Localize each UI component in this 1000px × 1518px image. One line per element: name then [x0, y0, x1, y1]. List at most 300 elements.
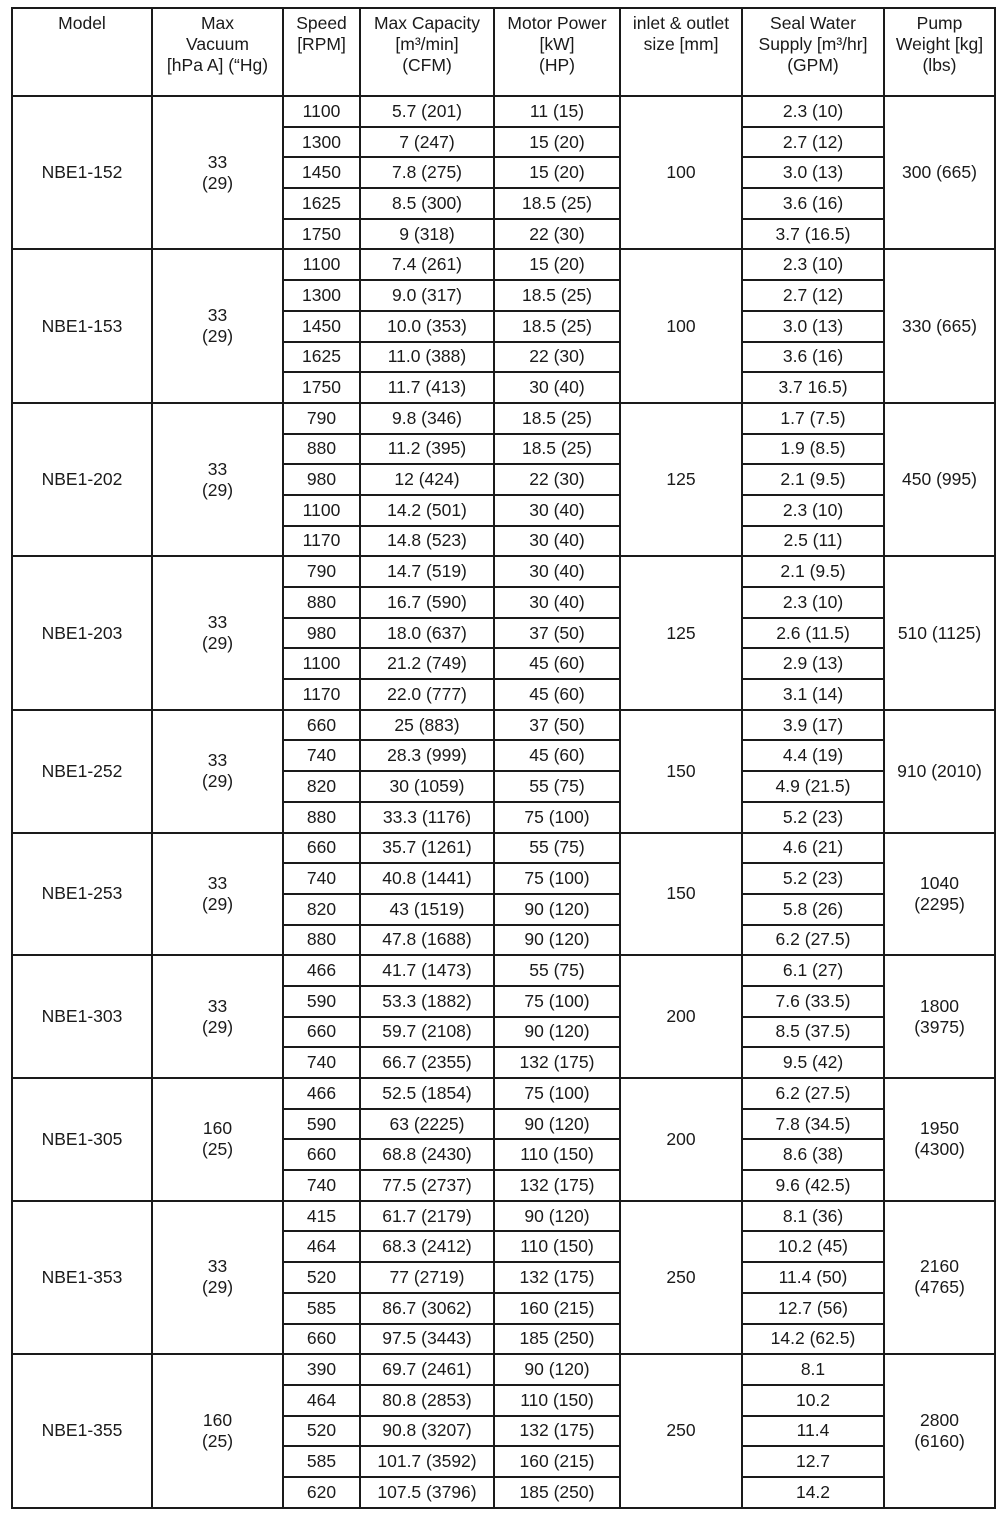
table-row: [12, 1078, 995, 1109]
seal-water-cell: 8.6 (38): [742, 1139, 884, 1170]
speed-cell: 880: [283, 925, 360, 956]
header-line: Speed: [296, 13, 347, 33]
table-row: [12, 249, 995, 280]
speed-cell: 790: [283, 403, 360, 434]
max-capacity-cell: 86.7 (3062): [360, 1293, 494, 1324]
max-capacity-cell: 90.8 (3207): [360, 1416, 494, 1447]
model-cell: NBE1-355: [12, 1354, 152, 1507]
header-line: [RPM]: [297, 34, 346, 54]
max-capacity-cell: 21.2 (749): [360, 648, 494, 679]
pump-weight-cell-line: 300 (665): [902, 162, 977, 183]
header-line: (HP): [539, 55, 575, 75]
header-line: inlet & outlet: [632, 13, 730, 33]
seal-water-cell: 4.6 (21): [742, 833, 884, 864]
max-capacity-cell: 10.0 (353): [360, 311, 494, 342]
speed-cell: 1300: [283, 280, 360, 311]
max-vacuum-cell: [152, 710, 283, 833]
model-cell: NBE1-203: [12, 556, 152, 709]
max-capacity-cell: 97.5 (3443): [360, 1324, 494, 1355]
max-vacuum-cell-line: (29): [201, 633, 234, 654]
motor-power-cell: 22 (30): [494, 342, 620, 373]
max-vacuum-cell: [152, 833, 283, 956]
max-capacity-cell: 69.7 (2461): [360, 1354, 494, 1385]
header-max-capacity: [360, 8, 494, 96]
pump-weight-cell-line: 910 (2010): [897, 760, 982, 781]
speed-cell: 660: [283, 1017, 360, 1048]
header-line: Vacuum: [186, 34, 249, 54]
speed-cell: 820: [283, 894, 360, 925]
speed-cell: 660: [283, 710, 360, 741]
inlet-outlet-size-cell: 150: [620, 833, 742, 956]
pump-weight-cell: [884, 403, 995, 556]
seal-water-cell: 9.5 (42): [742, 1047, 884, 1078]
speed-cell: 1625: [283, 188, 360, 219]
header-line: size [mm]: [643, 34, 719, 54]
model-cell: NBE1-305: [12, 1078, 152, 1201]
motor-power-cell: 132 (175): [494, 1262, 620, 1293]
header-line: Supply [m³/hr]: [758, 34, 868, 54]
max-capacity-cell: 11.2 (395): [360, 434, 494, 465]
speed-cell: 740: [283, 1047, 360, 1078]
seal-water-cell: 3.0 (13): [742, 157, 884, 188]
seal-water-cell: 8.5 (37.5): [742, 1017, 884, 1048]
seal-water-cell: 7.8 (34.5): [742, 1109, 884, 1140]
max-capacity-cell: 52.5 (1854): [360, 1078, 494, 1109]
header-model: [12, 8, 152, 96]
pump-weight-cell-line: 1040: [920, 872, 959, 893]
motor-power-cell: 45 (60): [494, 679, 620, 710]
motor-power-cell: 75 (100): [494, 863, 620, 894]
speed-cell: 466: [283, 955, 360, 986]
speed-cell: 980: [283, 464, 360, 495]
max-capacity-cell: 68.3 (2412): [360, 1231, 494, 1262]
table-row: [12, 955, 995, 986]
motor-power-cell: 185 (250): [494, 1477, 620, 1508]
speed-cell: 880: [283, 587, 360, 618]
motor-power-cell: 110 (150): [494, 1139, 620, 1170]
motor-power-cell: 110 (150): [494, 1385, 620, 1416]
seal-water-cell: 4.4 (19): [742, 740, 884, 771]
model-cell: NBE1-152: [12, 96, 152, 249]
motor-power-cell: 75 (100): [494, 986, 620, 1017]
speed-cell: 1750: [283, 219, 360, 250]
speed-cell: 1100: [283, 249, 360, 280]
pump-weight-cell: [884, 556, 995, 709]
speed-cell: 790: [283, 556, 360, 587]
max-vacuum-cell: [152, 955, 283, 1078]
max-vacuum-cell-line: (29): [201, 172, 234, 193]
speed-cell: 620: [283, 1477, 360, 1508]
speed-cell: 660: [283, 1139, 360, 1170]
pump-weight-cell-line: (4765): [914, 1277, 965, 1298]
motor-power-cell: 90 (120): [494, 894, 620, 925]
table-row: [12, 1201, 995, 1232]
motor-power-cell: 15 (20): [494, 157, 620, 188]
seal-water-cell: 8.1: [742, 1354, 884, 1385]
seal-water-cell: 6.2 (27.5): [742, 925, 884, 956]
max-vacuum-cell-line: 160: [202, 1409, 233, 1430]
max-capacity-cell: 18.0 (637): [360, 618, 494, 649]
max-vacuum-cell-line: (29): [201, 893, 234, 914]
max-capacity-cell: 5.7 (201): [360, 96, 494, 127]
seal-water-cell: 8.1 (36): [742, 1201, 884, 1232]
header-line: [m³/min]: [395, 34, 459, 54]
motor-power-cell: 30 (40): [494, 526, 620, 557]
max-capacity-cell: 22.0 (777): [360, 679, 494, 710]
seal-water-cell: 9.6 (42.5): [742, 1170, 884, 1201]
seal-water-cell: 2.5 (11): [742, 526, 884, 557]
motor-power-cell: 18.5 (25): [494, 434, 620, 465]
max-capacity-cell: 14.8 (523): [360, 526, 494, 557]
seal-water-cell: 10.2: [742, 1385, 884, 1416]
max-vacuum-cell-line: 160: [202, 1118, 233, 1139]
pump-weight-cell-line: 2800: [920, 1409, 959, 1430]
max-vacuum-cell: [152, 1078, 283, 1201]
pump-weight-cell-line: (2295): [914, 893, 965, 914]
max-vacuum-cell: [152, 556, 283, 709]
speed-cell: 1100: [283, 495, 360, 526]
max-capacity-cell: 12 (424): [360, 464, 494, 495]
table-row: [12, 403, 995, 434]
speed-cell: 585: [283, 1446, 360, 1477]
seal-water-cell: 3.7 16.5): [742, 372, 884, 403]
pump-weight-cell-line: 450 (995): [902, 469, 977, 490]
model-cell: NBE1-252: [12, 710, 152, 833]
seal-water-cell: 11.4: [742, 1416, 884, 1447]
max-vacuum-cell-line: 33: [207, 458, 228, 479]
motor-power-cell: 132 (175): [494, 1170, 620, 1201]
motor-power-cell: 11 (15): [494, 96, 620, 127]
max-vacuum-cell: [152, 403, 283, 556]
motor-power-cell: 18.5 (25): [494, 280, 620, 311]
speed-cell: 415: [283, 1201, 360, 1232]
motor-power-cell: 15 (20): [494, 127, 620, 158]
seal-water-cell: 2.1 (9.5): [742, 464, 884, 495]
seal-water-cell: 4.9 (21.5): [742, 771, 884, 802]
speed-cell: 1750: [283, 372, 360, 403]
seal-water-cell: 2.6 (11.5): [742, 618, 884, 649]
table-row: [12, 1354, 995, 1385]
seal-water-cell: 14.2: [742, 1477, 884, 1508]
header-line: Weight [kg]: [895, 34, 984, 54]
pump-weight-cell-line: (3975): [914, 1016, 965, 1037]
seal-water-cell: 6.2 (27.5): [742, 1078, 884, 1109]
speed-cell: 1100: [283, 648, 360, 679]
header-seal-water-supply: [742, 8, 884, 96]
table-body: [12, 96, 995, 1508]
seal-water-cell: 6.1 (27): [742, 955, 884, 986]
seal-water-cell: 5.2 (23): [742, 863, 884, 894]
pump-weight-cell-line: 330 (665): [902, 315, 977, 336]
table-row: [12, 833, 995, 864]
seal-water-cell: 12.7: [742, 1446, 884, 1477]
motor-power-cell: 90 (120): [494, 1017, 620, 1048]
speed-cell: 1625: [283, 342, 360, 373]
max-capacity-cell: 61.7 (2179): [360, 1201, 494, 1232]
motor-power-cell: 75 (100): [494, 802, 620, 833]
pump-weight-cell: [884, 833, 995, 956]
pump-weight-cell-line: 510 (1125): [897, 622, 982, 643]
seal-water-cell: 1.7 (7.5): [742, 403, 884, 434]
motor-power-cell: 160 (215): [494, 1446, 620, 1477]
motor-power-cell: 90 (120): [494, 925, 620, 956]
motor-power-cell: 55 (75): [494, 955, 620, 986]
header-line: [kW]: [539, 34, 575, 54]
speed-cell: 820: [283, 771, 360, 802]
seal-water-cell: 14.2 (62.5): [742, 1324, 884, 1355]
motor-power-cell: 30 (40): [494, 495, 620, 526]
motor-power-cell: 15 (20): [494, 249, 620, 280]
max-vacuum-cell-line: (29): [201, 771, 234, 792]
speed-cell: 980: [283, 618, 360, 649]
header-motor-power: [494, 8, 620, 96]
max-capacity-cell: 11.7 (413): [360, 372, 494, 403]
max-vacuum-cell-line: (29): [201, 326, 234, 347]
speed-cell: 590: [283, 1109, 360, 1140]
max-capacity-cell: 8.5 (300): [360, 188, 494, 219]
header-speed: [283, 8, 360, 96]
motor-power-cell: 37 (50): [494, 618, 620, 649]
pump-weight-cell: [884, 1078, 995, 1201]
motor-power-cell: 132 (175): [494, 1047, 620, 1078]
table-row: [12, 96, 995, 127]
pump-weight-cell: [884, 955, 995, 1078]
header-line: Max Capacity: [373, 13, 480, 33]
motor-power-cell: 132 (175): [494, 1416, 620, 1447]
seal-water-cell: 2.3 (10): [742, 587, 884, 618]
max-vacuum-cell-line: (29): [201, 1016, 234, 1037]
seal-water-cell: 3.6 (16): [742, 342, 884, 373]
max-capacity-cell: 7.4 (261): [360, 249, 494, 280]
header-line: Model: [58, 13, 106, 33]
max-capacity-cell: 16.7 (590): [360, 587, 494, 618]
speed-cell: 740: [283, 1170, 360, 1201]
max-capacity-cell: 80.8 (2853): [360, 1385, 494, 1416]
pump-spec-table: [11, 7, 996, 1509]
max-vacuum-cell-line: 33: [207, 151, 228, 172]
max-capacity-cell: 53.3 (1882): [360, 986, 494, 1017]
motor-power-cell: 110 (150): [494, 1231, 620, 1262]
header-row: [12, 8, 995, 96]
motor-power-cell: 75 (100): [494, 1078, 620, 1109]
speed-cell: 1170: [283, 526, 360, 557]
motor-power-cell: 22 (30): [494, 219, 620, 250]
speed-cell: 520: [283, 1416, 360, 1447]
speed-cell: 1450: [283, 157, 360, 188]
header-line: Seal Water: [770, 13, 856, 33]
max-capacity-cell: 59.7 (2108): [360, 1017, 494, 1048]
seal-water-cell: 3.1 (14): [742, 679, 884, 710]
max-vacuum-cell-line: (29): [201, 1277, 234, 1298]
header-line: Max: [200, 13, 235, 33]
seal-water-cell: 11.4 (50): [742, 1262, 884, 1293]
speed-cell: 660: [283, 833, 360, 864]
max-capacity-cell: 41.7 (1473): [360, 955, 494, 986]
pump-weight-cell-line: (4300): [914, 1139, 965, 1160]
max-capacity-cell: 33.3 (1176): [360, 802, 494, 833]
seal-water-cell: 2.7 (12): [742, 280, 884, 311]
seal-water-cell: 2.3 (10): [742, 495, 884, 526]
max-capacity-cell: 7 (247): [360, 127, 494, 158]
model-cell: NBE1-353: [12, 1201, 152, 1354]
model-cell: NBE1-253: [12, 833, 152, 956]
speed-cell: 585: [283, 1293, 360, 1324]
motor-power-cell: 160 (215): [494, 1293, 620, 1324]
seal-water-cell: 2.7 (12): [742, 127, 884, 158]
max-capacity-cell: 66.7 (2355): [360, 1047, 494, 1078]
max-capacity-cell: 47.8 (1688): [360, 925, 494, 956]
seal-water-cell: 2.3 (10): [742, 96, 884, 127]
inlet-outlet-size-cell: 150: [620, 710, 742, 833]
max-capacity-cell: 14.7 (519): [360, 556, 494, 587]
seal-water-cell: 5.2 (23): [742, 802, 884, 833]
header-line: (GPM): [787, 55, 839, 75]
header-pump-weight: [884, 8, 995, 96]
header-inlet-outlet-size: [620, 8, 742, 96]
pump-weight-cell: [884, 96, 995, 249]
header-line: (lbs): [922, 55, 957, 75]
speed-cell: 390: [283, 1354, 360, 1385]
seal-water-cell: 3.6 (16): [742, 188, 884, 219]
pump-weight-cell-line: 1950: [920, 1118, 959, 1139]
max-vacuum-cell-line: 33: [207, 750, 228, 771]
pump-weight-cell: [884, 1201, 995, 1354]
max-vacuum-cell-line: 33: [207, 995, 228, 1016]
motor-power-cell: 45 (60): [494, 740, 620, 771]
pump-weight-cell: [884, 1354, 995, 1507]
speed-cell: 1100: [283, 96, 360, 127]
max-capacity-cell: 107.5 (3796): [360, 1477, 494, 1508]
speed-cell: 520: [283, 1262, 360, 1293]
seal-water-cell: 3.9 (17): [742, 710, 884, 741]
pump-weight-cell-line: 2160: [920, 1256, 959, 1277]
speed-cell: 1450: [283, 311, 360, 342]
seal-water-cell: 1.9 (8.5): [742, 434, 884, 465]
max-vacuum-cell: [152, 249, 283, 402]
max-capacity-cell: 9.8 (346): [360, 403, 494, 434]
model-cell: NBE1-202: [12, 403, 152, 556]
max-vacuum-cell-line: 33: [207, 1256, 228, 1277]
pump-weight-cell-line: 1800: [920, 995, 959, 1016]
inlet-outlet-size-cell: 100: [620, 249, 742, 402]
max-vacuum-cell: [152, 96, 283, 249]
max-capacity-cell: 9.0 (317): [360, 280, 494, 311]
max-capacity-cell: 101.7 (3592): [360, 1446, 494, 1477]
motor-power-cell: 45 (60): [494, 648, 620, 679]
motor-power-cell: 18.5 (25): [494, 311, 620, 342]
header-line: (CFM): [402, 55, 452, 75]
max-capacity-cell: 63 (2225): [360, 1109, 494, 1140]
motor-power-cell: 185 (250): [494, 1324, 620, 1355]
inlet-outlet-size-cell: 250: [620, 1354, 742, 1507]
max-vacuum-cell-line: 33: [207, 612, 228, 633]
inlet-outlet-size-cell: 250: [620, 1201, 742, 1354]
seal-water-cell: 3.0 (13): [742, 311, 884, 342]
speed-cell: 1300: [283, 127, 360, 158]
speed-cell: 466: [283, 1078, 360, 1109]
max-capacity-cell: 28.3 (999): [360, 740, 494, 771]
pump-weight-cell: [884, 710, 995, 833]
max-capacity-cell: 7.8 (275): [360, 157, 494, 188]
max-vacuum-cell-line: 33: [207, 872, 228, 893]
header-max-vacuum: [152, 8, 283, 96]
max-capacity-cell: 11.0 (388): [360, 342, 494, 373]
speed-cell: 880: [283, 802, 360, 833]
inlet-outlet-size-cell: 200: [620, 955, 742, 1078]
max-vacuum-cell-line: (29): [201, 479, 234, 500]
seal-water-cell: 12.7 (56): [742, 1293, 884, 1324]
seal-water-cell: 2.3 (10): [742, 249, 884, 280]
max-capacity-cell: 35.7 (1261): [360, 833, 494, 864]
header-line: [hPa A] (“Hg): [166, 55, 269, 75]
speed-cell: 880: [283, 434, 360, 465]
motor-power-cell: 18.5 (25): [494, 188, 620, 219]
seal-water-cell: 10.2 (45): [742, 1231, 884, 1262]
speed-cell: 464: [283, 1385, 360, 1416]
max-capacity-cell: 30 (1059): [360, 771, 494, 802]
speed-cell: 740: [283, 863, 360, 894]
table-row: [12, 556, 995, 587]
pump-weight-cell-line: (6160): [914, 1430, 965, 1451]
inlet-outlet-size-cell: 200: [620, 1078, 742, 1201]
speed-cell: 660: [283, 1324, 360, 1355]
header-line: Motor Power: [507, 13, 607, 33]
max-vacuum-cell-line: 33: [207, 305, 228, 326]
inlet-outlet-size-cell: 100: [620, 96, 742, 249]
motor-power-cell: 18.5 (25): [494, 403, 620, 434]
inlet-outlet-size-cell: 125: [620, 403, 742, 556]
header-line: Pump: [916, 13, 963, 33]
max-vacuum-cell: [152, 1201, 283, 1354]
speed-cell: 1170: [283, 679, 360, 710]
max-vacuum-cell: [152, 1354, 283, 1507]
seal-water-cell: 3.7 (16.5): [742, 219, 884, 250]
pump-weight-cell: [884, 249, 995, 402]
max-capacity-cell: 9 (318): [360, 219, 494, 250]
motor-power-cell: 90 (120): [494, 1354, 620, 1385]
max-capacity-cell: 77 (2719): [360, 1262, 494, 1293]
seal-water-cell: 5.8 (26): [742, 894, 884, 925]
max-capacity-cell: 43 (1519): [360, 894, 494, 925]
model-cell: NBE1-303: [12, 955, 152, 1078]
max-capacity-cell: 77.5 (2737): [360, 1170, 494, 1201]
motor-power-cell: 90 (120): [494, 1109, 620, 1140]
motor-power-cell: 30 (40): [494, 556, 620, 587]
seal-water-cell: 2.9 (13): [742, 648, 884, 679]
seal-water-cell: 7.6 (33.5): [742, 986, 884, 1017]
max-capacity-cell: 14.2 (501): [360, 495, 494, 526]
max-capacity-cell: 40.8 (1441): [360, 863, 494, 894]
speed-cell: 740: [283, 740, 360, 771]
speed-cell: 590: [283, 986, 360, 1017]
max-vacuum-cell-line: (25): [201, 1430, 234, 1451]
inlet-outlet-size-cell: 125: [620, 556, 742, 709]
speed-cell: 464: [283, 1231, 360, 1262]
max-capacity-cell: 25 (883): [360, 710, 494, 741]
motor-power-cell: 90 (120): [494, 1201, 620, 1232]
motor-power-cell: 30 (40): [494, 587, 620, 618]
max-vacuum-cell-line: (25): [201, 1139, 234, 1160]
motor-power-cell: 22 (30): [494, 464, 620, 495]
motor-power-cell: 30 (40): [494, 372, 620, 403]
seal-water-cell: 2.1 (9.5): [742, 556, 884, 587]
motor-power-cell: 55 (75): [494, 771, 620, 802]
motor-power-cell: 55 (75): [494, 833, 620, 864]
motor-power-cell: 37 (50): [494, 710, 620, 741]
table-row: [12, 710, 995, 741]
max-capacity-cell: 68.8 (2430): [360, 1139, 494, 1170]
model-cell: NBE1-153: [12, 249, 152, 402]
